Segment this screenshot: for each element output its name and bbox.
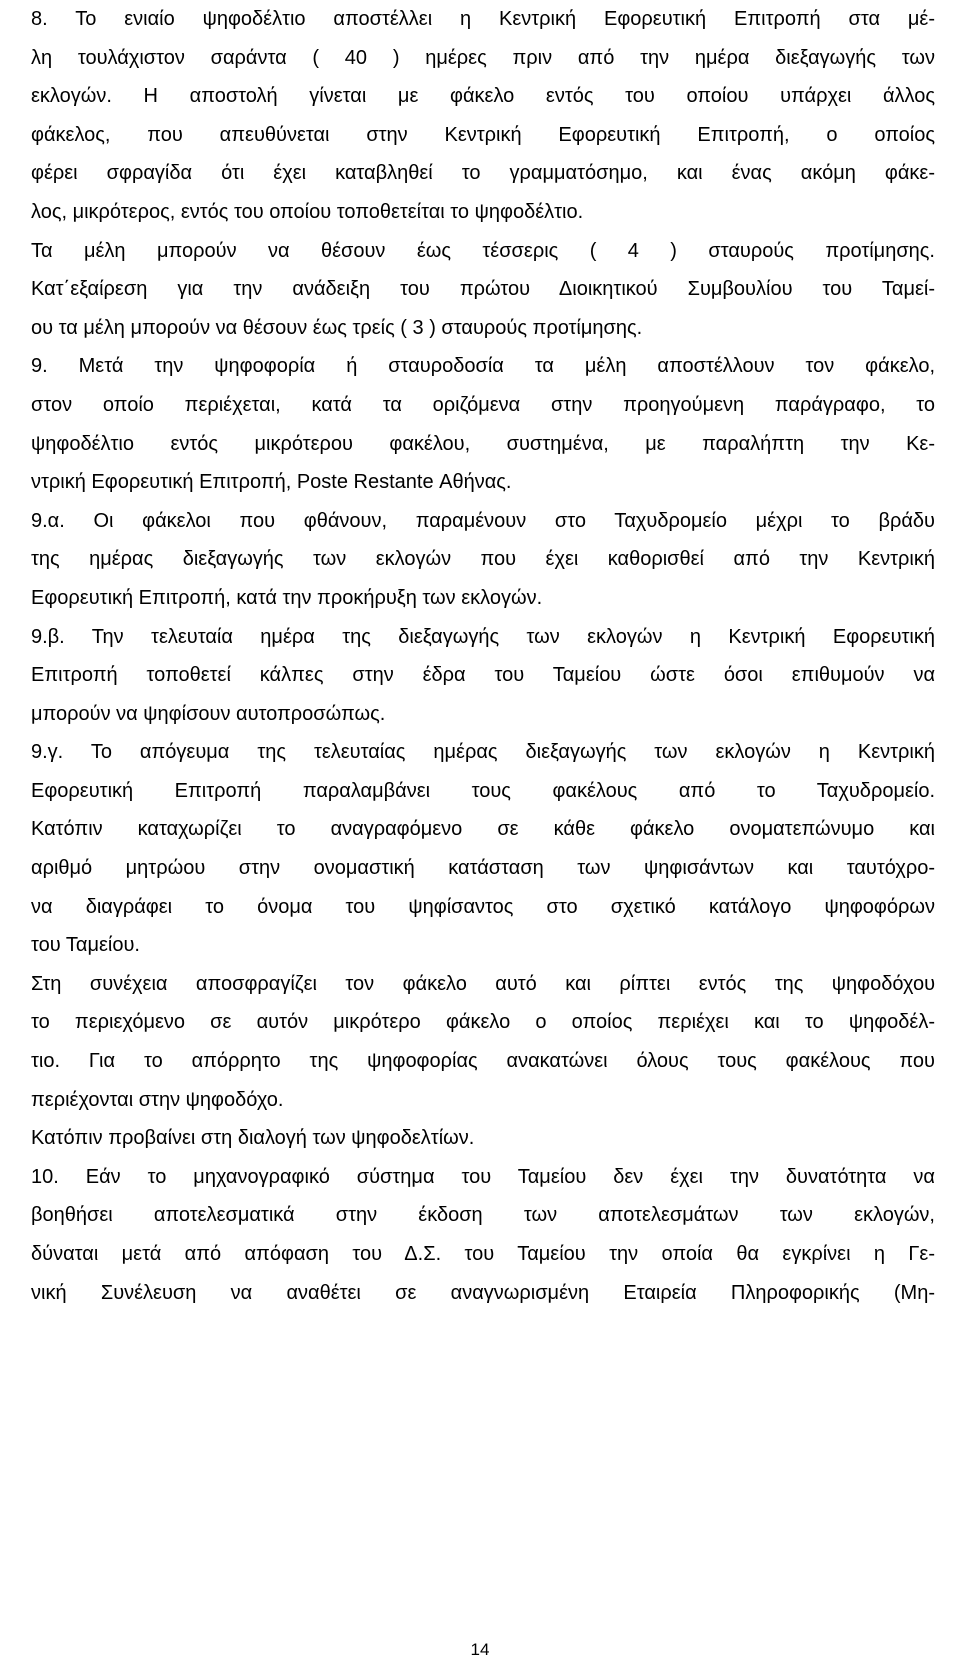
text-line: ψηφοδέλτιο εντός μικρότερου φακέλου, συστημένα, με παραλήπτη την Κε- [31, 432, 935, 455]
text-line: βοηθήσει αποτελεσματικά στην έκδοση των αποτελεσμάτων των εκλογών, [31, 1204, 935, 1227]
text-line: 9.α. Οι φάκελοι που φθάνουν, παραμένουν στο Ταχυδρομείο μέχρι το βράδυ [31, 509, 935, 532]
page-number: 14 [470, 1640, 490, 1659]
paragraph-p10 [31, 1158, 935, 1312]
text-line: 9. Μετά την ψηφοφορία ή σταυροδοσία τα μέλη αποστέλλουν τον φάκελο, [31, 355, 935, 378]
paragraph-p-seal [31, 965, 935, 1119]
text-line: Κατ΄εξαίρεση για την ανάδειξη του πρώτου Διοικητικού Συμβουλίου του Ταμεί- [31, 278, 935, 301]
body-text [31, 0, 935, 1312]
text-line: περιέχονται στην ψηφοδόχο. [31, 1088, 284, 1111]
paragraph-p-sort [31, 1119, 935, 1158]
text-line: Εφορευτική Επιτροπή, κατά την προκήρυξη των εκλογών. [31, 586, 543, 609]
text-line: ου τα μέλη μπορούν να θέσουν έως τρείς ( 3 ) σταυρούς προτίμησης. [31, 316, 643, 339]
text-line: μπορούν να ψηφίσουν αυτοπροσώπως. [31, 702, 386, 725]
text-line: αριθμό μητρώου στην ονομαστική κατάσταση των ψηφισάντων και ταυτόχρο- [31, 857, 935, 880]
text-line: 8. Το ενιαίο ψηφοδέλτιο αποστέλλει η Κεντρική Εφορευτική Επιτροπή στα μέ- [31, 8, 935, 30]
text-line: φέρει σφραγίδα ότι έχει καταβληθεί το γραμματόσημο, και ένας ακόμη φάκε- [31, 162, 935, 185]
text-line: Στη συνέχεια αποσφραγίζει τον φάκελο αυτό και ρίπτει εντός της ψηφοδόχου [31, 972, 935, 995]
paragraph-p9c [31, 733, 935, 965]
text-line: το περιεχόμενο σε αυτόν μικρότερο φάκελο ο οποίος περιέχει και το ψηφοδέλ- [31, 1011, 935, 1034]
text-line: Τα μέλη μπορούν να θέσουν έως τέσσερις ( 4 ) σταυρούς προτίμησης. [31, 239, 935, 262]
paragraph-p8 [31, 0, 935, 232]
text-line: Κατόπιν προβαίνει στη διαλογή των ψηφοδελτίων. [31, 1127, 475, 1150]
text-line: να διαγράφει το όνομα του ψηφίσαντος στο σχετικό κατάλογο ψηφοφόρων [31, 895, 935, 918]
text-line: του Ταμείου. [31, 934, 140, 957]
paragraph-p9a [31, 502, 935, 618]
text-line: 9.β. Την τελευταία ημέρα της διεξαγωγής των εκλογών η Κεντρική Εφορευτική [31, 625, 935, 648]
text-line: Εφορευτική Επιτροπή παραλαμβάνει τους φακέλους από το Ταχυδρομείο. [31, 779, 935, 802]
text-line: στον οποίο περιέχεται, κατά τα οριζόμενα στην προηγούμενη παράγραφο, το [31, 393, 935, 416]
paragraph-p9 [31, 347, 935, 501]
text-line: λη τουλάχιστον σαράντα ( 40 ) ημέρες πριν από την ημέρα διεξαγωγής των [31, 46, 935, 69]
text-line: εκλογών. Η αποστολή γίνεται με φάκελο εντός του οποίου υπάρχει άλλος [31, 85, 935, 108]
text-line: τιο. Για το απόρρητο της ψηφοφορίας ανακατώνει όλους τους φακέλους που [31, 1050, 935, 1073]
text-line: δύναται μετά από απόφαση του Δ.Σ. του Ταμείου την οποία θα εγκρίνει η Γε- [31, 1243, 935, 1265]
text-line: νική Συνέλευση να αναθέτει σε αναγνωρισμένη Εταιρεία Πληροφορικής (Μη- [31, 1281, 935, 1304]
text-line: 9.γ. Το απόγευμα της τελευταίας ημέρας διεξαγωγής των εκλογών η Κεντρική [31, 741, 935, 764]
paragraph-p9b [31, 618, 935, 734]
text-line: Κατόπιν καταχωρίζει το αναγραφόμενο σε κάθε φάκελο ονοματεπώνυμο και [31, 818, 935, 841]
text-line: της ημέρας διεξαγωγής των εκλογών που έχει καθορισθεί από την Κεντρική [31, 548, 935, 571]
text-line: 10. Εάν το μηχανογραφικό σύστημα του Ταμείου δεν έχει την δυνατότητα να [31, 1165, 935, 1188]
text-line: φάκελος, που απευθύνεται στην Κεντρική Εφορευτική Επιτροπή, ο οποίος [31, 123, 935, 146]
text-line: Επιτροπή τοποθετεί κάλπες στην έδρα του Ταμείου ώστε όσοι επιθυμούν να [31, 664, 935, 687]
paragraph-p8-members [31, 232, 935, 348]
text-line: ντρική Εφορευτική Επιτροπή, Poste Restante Αθήνας. [31, 471, 512, 494]
text-line: λος, μικρότερος, εντός του οποίου τοποθετείται το ψηφοδέλτιο. [31, 200, 584, 223]
